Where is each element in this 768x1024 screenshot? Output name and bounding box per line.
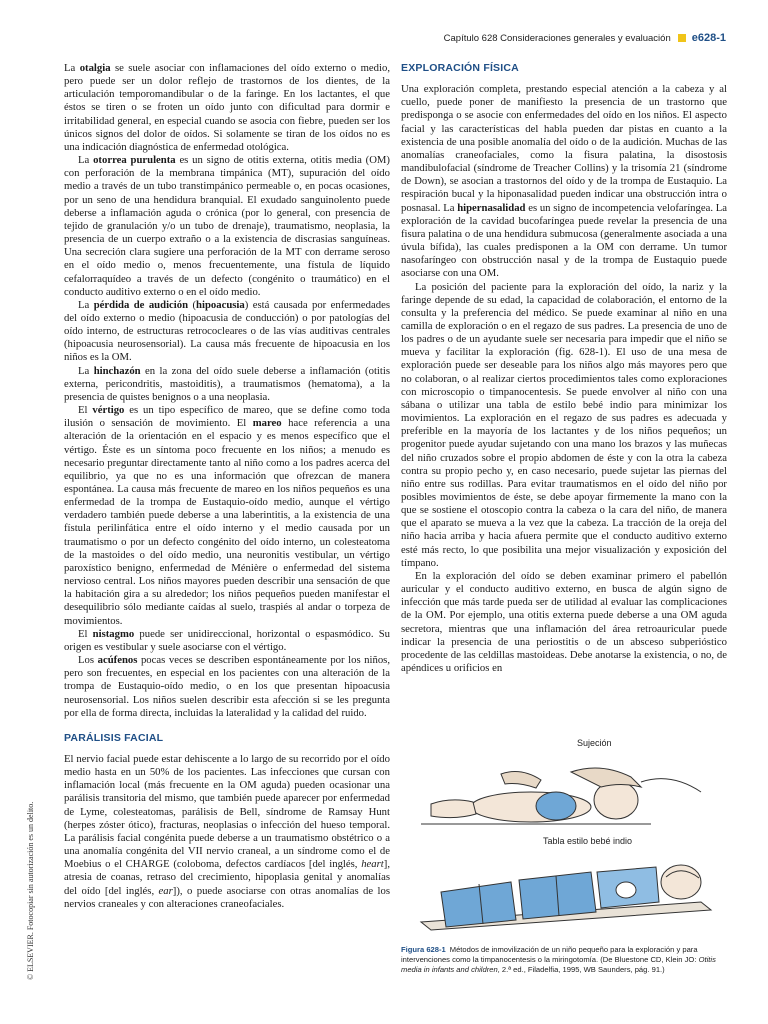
page-number: e628-1: [691, 32, 726, 44]
paragraph-exploracion: Una exploración completa, prestando especial atención a la cabeza y al cuello, puede poner de manifiesto la presencia de un trastorno que predisponga o se asocie con enfermedades del oído en los niños. El aspecto facial y las características del habla pueden dar pistas en cuanto a la existencia de una posible anomalía del oído o de la audición. Muchas de las anomalías craneofaciales, como la fisura palatina, la disostosis mandibulofacial (síndrome de Treacher Collins) y la trisomía 21 (síndrome de Down), se asocian a trastornos del oído y de la trompa de Eustaquio. La respiración bucal y la hiponasalidad pueden indicar una obstrucción intra o posnasal. La hipernasalidad es un signo de incompetencia velofaríngea. La exploración de la cavidad bucofaríngea puede revelar la presencia de una fisura palatina o de una hendidura submucosa (generalmente asociada a una úvula bífida), las cuales predisponen a la OM con derrame. Un tumor nasofaríngeo con obstrucción nasal y de la trompa de Eustaquio puede asociarse con una OM.: [401, 83, 727, 280]
paragraph-vertigo: El vértigo es un tipo específico de mareo, que se define como toda ilusión o sensación de movimiento. El mareo hace referencia a una alteración de la orientación en el espacio y es menos específico que el vértigo. Éste es un síntoma poco frecuente en los niños; a menudo es necesario preguntar directamente tanto al niño como a los padres acerca del equilibrio, ya que no es una información que ofrezcan de manera espontánea. La causa más frecuente de mareo en los niños pequeños es una enfermedad de la trompa de Eustaquio-oído medio, aunque el vértigo verdadero también puede deberse a una laberintitis, a la existencia de una fístula perilinfática entre el oído interno y el medio causada por un traumatismo o por un defecto congénito del oído interno, un colesteatoma de la mastoides o del oído medio, una neuronitis vestibular, un vértigo paroxístico benigno, enfermedad de Ménière o enfermedad del sistema nervioso central. Los niños mayores pueden describir una sensación de que la habitación gira a su alrededor; los niños pequeños pueden manifestar el desequilibrio sólo mediante caídas al suelo, traspiés al andar o torpeza de movimientos.: [64, 404, 390, 627]
paragraph-nervio-facial: El nervio facial puede estar dehiscente a lo largo de su recorrido por el oído medio hasta en un 50% de los pacientes. Las infecciones que cursan con inflamación local (más frecuente en la OM aguda) pueden ocasionar una parálisis transitoria del mismo, que también puede aparecer por enfermedad de Lyme, colesteatomas, parálisis de Bell, síndrome de Ramsay Hunt (herpes zóster ótico), fracturas, neoplasias o infección del hueso temporal. La parálisis facial congénita puede deberse a un traumatismo obstétrico o a una anomalía congénita del VII nervio craneal, a un síndrome como el de Moebius o el CHARGE (coloboma, defectos cardíacos [del inglés, heart], atresia de coanas, retraso del crecimiento, hipoplasia genital y anomalías del oído [del inglés, ear]), o puede asociarse con otras anomalías de los nervios craneales y con alteraciones craneofaciales.: [64, 752, 390, 910]
figure-caption-label: Figura 628-1: [401, 945, 446, 954]
paragraph-hinchazon: La hinchazón en la zona del oído suele deberse a inflamación (otitis externa, pericondritis, mastoiditis), a traumatismos (hematoma), a la presencia de quistes benignos o a una neoplasia.: [64, 364, 390, 403]
label-sujecion: Sujeción: [577, 738, 612, 748]
section-heading-paralisis: PARÁLISIS FACIAL: [64, 731, 164, 744]
figure-caption: [401, 945, 727, 975]
paragraph-oido: En la exploración del oído se deben examinar primero el pabellón auricular y el conducto auditivo externo, en busca de algún signo de infección que más tarde pueda ser de utilidad al evaluar las complicaciones de la OM. Por ejemplo, una otitis externa puede deberse a una OM aguda secretora, mientras que una inflamación del área retroauricular puede indicar la presencia de una periostitis o de un absceso subperióstico procedente de las celdillas mastoideas. Debe anotarse la existencia, o no, de apéndices u orificios en: [401, 569, 727, 675]
restraint-illustration: [421, 768, 701, 824]
paragraph-nistagmo: El nistagmo puede ser unidireccional, horizontal o espasmódico. Su origen es vestibular y suele asociarse con el vértigo.: [64, 627, 391, 653]
chapter-number: Capítulo 628: [443, 32, 498, 44]
chapter-title: Consideraciones generales y evaluación: [500, 32, 671, 44]
label-tabla: Tabla estilo bebé indio: [543, 836, 633, 846]
left-column: [64, 62, 390, 911]
papoose-board-illustration: [421, 865, 711, 930]
figure-immobilization: [401, 732, 727, 936]
running-header: [444, 30, 726, 46]
paragraph-otorrea: La otorrea purulenta es un signo de otitis externa, otitis media (OM) con perforación de la membrana timpánica (MT), supuración del oído medio a través de un tubo transtimpánico permeable o, en pocas ocasiones, por un seno de una hendidura branquial. El exudado sanguinolento puede deberse a inflamación aguda o crónica (por lo general, con presencia de tejido de granulación y/o un tubo de drenaje), traumatismo, neoplasia, la presencia de un cuerpo extraño o a la existencia de discrasias sanguíneas. Una secreción clara sugiere una perforación de la MT con derrame seroso en el oído medio o, menos frecuentemente, una fístula de líquido cefalorraquídeo a través de un defecto (congénito o traumático) en el conducto auditivo externo o en el oído medio.: [64, 154, 390, 298]
section-heading-exploracion: EXPLORACIÓN FÍSICA: [401, 62, 519, 74]
paragraph-acufenos: Los acúfenos pocas veces se describen espontáneamente por los niños, pero son frecuentes, en especial en los pacientes con una alteración de la trompa de Eustaquio-oído medio, o en los que presentan hipoacusia neurosensorial. Los niños suelen describir esta afección si se les pregunta por ella de forma directa, incluidas la lateralidad y la calidad del ruido.: [64, 654, 391, 719]
copyright-sidebar: © ELSEVIER. Fotocopiar sin autorización es un delito.: [26, 801, 35, 980]
paragraph-otalgia: La otalgia se suele asociar con inflamaciones del oído externo o medio, pero puede ser un dolor reflejo de trastornos de los dientes, de la articulación temporomandibular o de la faringe. En los lactantes, el que éstos se tiren o se froten un oído junto con dificultad para dormir e irritabilidad general, en especial cuando se asocia con fiebre, pueden ser los únicos signos del dolor de oídos. Si solamente se tiran de los oídos no es una indicación diagnóstica de enfermedad otológica.: [64, 62, 390, 153]
figure-illustration: [401, 732, 727, 936]
right-column: [401, 62, 727, 675]
paragraph-hipoacusia: La pérdida de audición (hipoacusia) está causada por enfermedades del oído externo o medio (hipoacusia de conducción) o por patologías del oído interno, de estructuras retrococleares o de las vías auditivas centrales (hipoacusia neurosensorial). La causa más frecuente de hipoacusia en los niños es la OM.: [64, 298, 390, 364]
header-square-icon: [678, 34, 686, 42]
paragraph-posicion: La posición del paciente para la exploración del oído, la nariz y la faringe depende de su edad, la capacidad de colaboración, el entorno de la consulta y la preferencia del médico. Se puede examinar al niño en una camilla de exploración o en el regazo de sus padres. La presencia de uno de los padres o de un ayudante suele ser necesaria para impedir que el niño se mueva y facilitar la exploración (fig. 628-1). El uso de una mesa de exploración puede ser deseable para los niños algo más mayores pero que no colaboran, o al realizar ciertos procedimientos tales como exploraciones con microscopio o timpanocentesis. Se puede envolver al niño con una sábana o utilizar una tabla de estilo bebé indio para minimizar los movimientos. La exploración en el regazo de sus padres es adecuada y preferible en la mayoría de los lactantes y de los niños pequeños; un progenitor puede ayudar sujetando con una mano los brazos y las muñecas del niño cruzados sobre el propio abdomen de éste y con la otra la cabeza contra su propio pecho y, en caso necesario, puede sujetar las piernas del niño entre sus rodillas. Para evitar traumatismos en el oído del niño por posibles movimientos de éste, se debe apoyar firmemente la mano con la que se sostiene el otoscopio contra la cabeza o la cara del niño, de manera que el aparato se mueva a la vez que la cabeza. La tracción de la oreja del niño hacia arriba y hacia afuera permite que el conducto auditivo externo esté más recto, lo que posibilita una mejor visualización y exposición del tímpano.: [401, 280, 727, 569]
figure-caption-text: Métodos de inmovilización de un niño pequeño para la exploración y para intervenciones como la timpanocentesis o la miringotomía. (De Bluestone CD, Klein JO: Otitis media in infants and children, 2.ª ed., Filadelfia, 1995, WB Saunders, pág. 91.): [401, 945, 716, 974]
